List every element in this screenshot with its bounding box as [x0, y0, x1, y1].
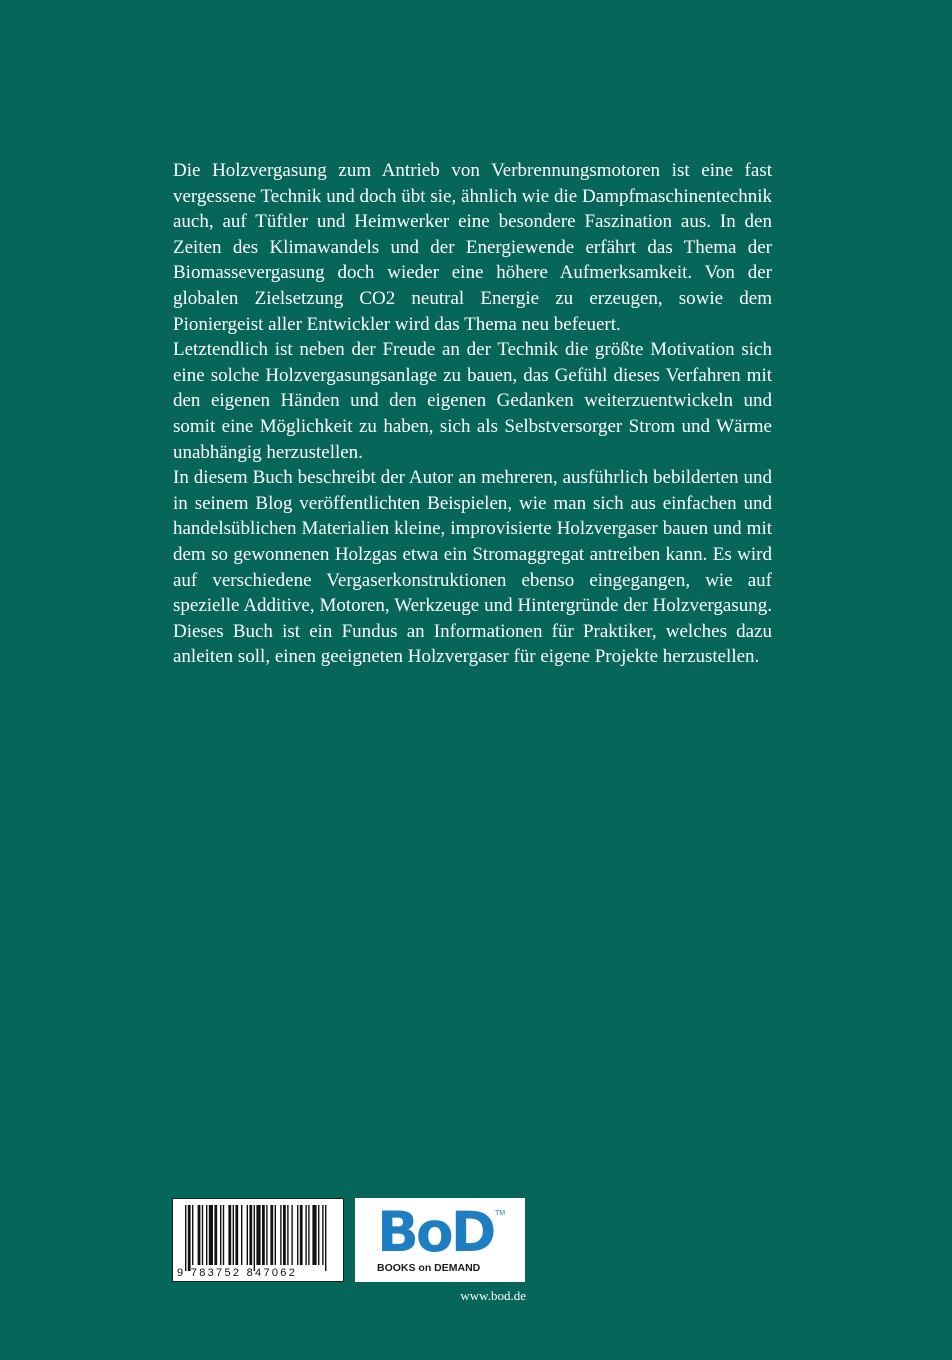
back-cover-blurb	[173, 158, 772, 670]
publisher-website: www.bod.de	[460, 1288, 526, 1303]
trademark-mark: TM	[495, 1210, 506, 1217]
blurb-paragraph-1: Die Holzvergasung zum Antrieb von Verbrennungsmotoren ist eine fast vergessene Technik und doch übt sie, ähnlich wie die Dampfmaschinentechnik auch, auf Tüftler und Heimwerker eine besondere Faszination aus. In den Zeiten des Klimawandels und der Energiewende erfährt das Thema der Biomassevergasung doch wieder eine höhere Aufmerksamkeit. Von der globalen Zielsetzung CO2 neutral Energie zu erzeugen, sowie dem Pioniergeist aller Entwickler wird das Thema neu befeuert.	[173, 160, 772, 335]
blurb-paragraph-3: In diesem Buch beschreibt der Autor an mehreren, ausführlich bebilderten und in seinem Blog veröffentlichten Beispielen, wie man sich aus einfachen und handelsüblichen Materialien kleine, improvisierte Holzvergaser bauen und mit dem so gewonnenen Holzgas etwa ein Stromaggregat antreiben kann. Es wird auf verschiedene Vergaserkonstruktionen ebenso eingegangen, wie auf spezielle Additive, Motoren, Werkzeuge und Hintergründe der Holzvergasung. Dieses Buch ist ein Fundus an Informationen für Praktiker, welches dazu anleiten soll, einen geeigneten Holzvergaser für eigene Projekte herzustellen.	[173, 467, 772, 668]
isbn-digits: 9 783752 847062	[177, 1267, 298, 1279]
publisher-tagline: BOOKS on DEMAND	[377, 1262, 481, 1274]
publisher-logo	[355, 1198, 525, 1282]
bod-logo-mark: BoD	[377, 1200, 494, 1264]
isbn-barcode	[172, 1198, 344, 1282]
blurb-paragraph-2: Letztendlich ist neben der Freude an der Technik die größte Motivation sich eine solche Holzvergasungsanlage zu bauen, das Gefühl dieses Verfahren mit den eigenen Händen und den eigenen Gedanken weiterzuentwickeln und somit eine Möglichkeit zu haben, sich als Selbstversorger Strom und Wärme unabhängig herzustellen.	[173, 339, 772, 463]
